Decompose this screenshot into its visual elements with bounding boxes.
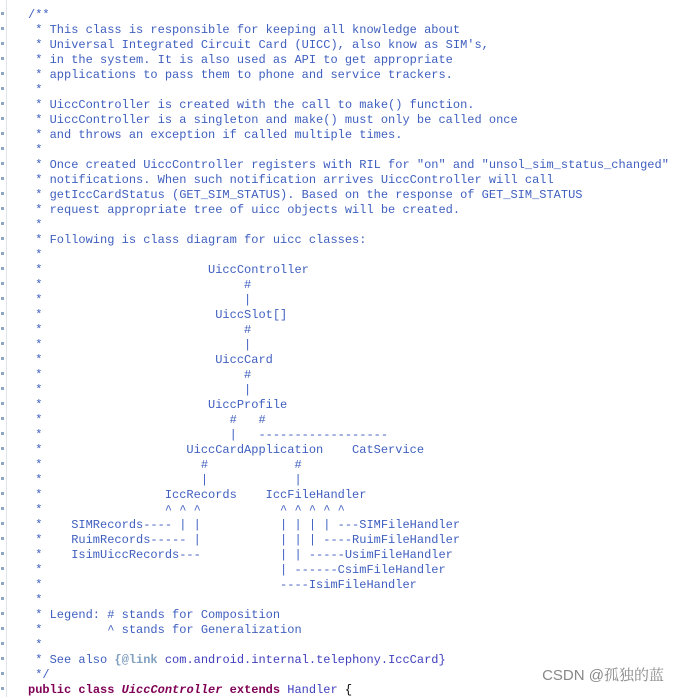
gutter-marker [1, 342, 4, 345]
gutter-marker [1, 387, 4, 390]
code-area[interactable] [28, 8, 669, 698]
gutter-marker [1, 582, 4, 585]
comment-line: * IccRecords IccFileHandler [28, 488, 367, 502]
gutter-marker [1, 537, 4, 540]
gutter-marker [1, 117, 4, 120]
comment-line: * # [28, 278, 252, 292]
gutter-marker [1, 552, 4, 555]
comment-line: * | ------CsimFileHandler [28, 563, 446, 577]
comment-line: * RuimRecords----- | | | | ----RuimFileHandler [28, 533, 461, 547]
gutter-marker [1, 432, 4, 435]
class-keyword: class [71, 683, 122, 697]
comment-line: /** [28, 8, 50, 22]
comment-end-line: */ [28, 668, 50, 682]
comment-line: * Legend: # stands for Composition [28, 608, 281, 622]
comment-line: * # [28, 368, 252, 382]
csdn-watermark: CSDN @孤独的蓝 [540, 664, 666, 685]
gutter-marker [1, 687, 4, 690]
comment-line: * ----IsimFileHandler [28, 578, 417, 592]
comment-line: * SIMRecords---- | | | | | | ---SIMFileHandler [28, 518, 461, 532]
gutter-marker [1, 42, 4, 45]
gutter-marker [1, 162, 4, 165]
gutter-marker [1, 567, 4, 570]
comment-line: * | [28, 383, 252, 397]
gutter-marker [1, 462, 4, 465]
gutter-marker [1, 612, 4, 615]
gutter-marker [1, 672, 4, 675]
comment-line: * request appropriate tree of uicc objects will be created. [28, 203, 461, 217]
gutter-marker [1, 192, 4, 195]
gutter-marker [1, 27, 4, 30]
comment-line: * notifications. When such notification arrives UiccController will call [28, 173, 554, 187]
gutter-marker [1, 642, 4, 645]
gutter-marker [1, 402, 4, 405]
comment-line: * [28, 143, 43, 157]
comment-line: * ^ ^ ^ ^ ^ ^ ^ ^ [28, 503, 345, 517]
comment-line: * # # [28, 458, 302, 472]
comment-line: * getIccCardStatus (GET_SIM_STATUS). Based on the response of GET_SIM_STATUS [28, 188, 583, 202]
open-brace: { [337, 683, 353, 697]
class-declaration [28, 683, 669, 698]
comment-line: * and throws an exception if called multiple times. [28, 128, 403, 142]
superclass-name[interactable]: Handler [287, 683, 338, 697]
comment-line: * in the system. It is also used as API to get appropriate [28, 53, 453, 67]
comment-line: * IsimUiccRecords--- | | -----UsimFileHandler [28, 548, 453, 562]
comment-line: * | [28, 338, 252, 352]
gutter-marker [1, 657, 4, 660]
comment-line: * | ------------------ [28, 428, 389, 442]
comment-line: * UiccCardApplication CatService [28, 443, 425, 457]
gutter-marker [1, 12, 4, 15]
comment-line: * | [28, 293, 252, 307]
class-name[interactable]: UiccController [121, 683, 223, 697]
comment-line: * ^ stands for Generalization [28, 623, 302, 637]
extends-keyword: extends [222, 683, 288, 697]
gutter-marker [1, 357, 4, 360]
comment-line: * UiccController is created with the call to make() function. [28, 98, 475, 112]
comment-line: * [28, 248, 43, 262]
gutter-marker [1, 522, 4, 525]
comment-line: * UiccSlot[] [28, 308, 288, 322]
gutter-marker [1, 102, 4, 105]
comment-line: * # [28, 323, 252, 337]
gutter-marker [1, 57, 4, 60]
gutter-marker [1, 297, 4, 300]
see-also-prefix: * See also [28, 653, 115, 667]
comment-line: * applications to pass them to phone and service trackers. [28, 68, 453, 82]
gutter-marker [1, 417, 4, 420]
comment-line: * UiccController [28, 263, 309, 277]
gutter-marker [1, 207, 4, 210]
editor-gutter [0, 0, 7, 697]
gutter-marker [1, 627, 4, 630]
gutter-marker [1, 72, 4, 75]
comment-line: * UiccController is a singleton and make() must only be called once [28, 113, 518, 127]
gutter-marker [1, 282, 4, 285]
comment-line: * [28, 83, 43, 97]
gutter-marker [1, 267, 4, 270]
javadoc-comment [28, 8, 669, 653]
comment-line: * Once created UiccController registers with RIL for "on" and "unsol_sim_status_changed" [28, 158, 669, 172]
comment-line: * Universal Integrated Circuit Card (UICC), also know as SIM's, [28, 38, 489, 52]
gutter-marker [1, 372, 4, 375]
gutter-marker [1, 252, 4, 255]
comment-line: * | | [28, 473, 302, 487]
comment-line: * # # [28, 413, 266, 427]
public-keyword: public [28, 683, 72, 697]
comment-line: * [28, 593, 43, 607]
gutter-marker [1, 507, 4, 510]
comment-line: * UiccProfile [28, 398, 288, 412]
comment-line: * [28, 218, 43, 232]
comment-line: * Following is class diagram for uicc classes: [28, 233, 367, 247]
comment-line: * [28, 638, 43, 652]
gutter-marker [1, 237, 4, 240]
gutter-marker [1, 492, 4, 495]
comment-line: * This class is responsible for keeping all knowledge about [28, 23, 461, 37]
gutter-marker [1, 132, 4, 135]
gutter-marker [1, 312, 4, 315]
link-tag: {@link [114, 653, 158, 667]
gutter-marker [1, 147, 4, 150]
gutter-marker [1, 447, 4, 450]
gutter-marker [1, 477, 4, 480]
gutter-marker [1, 177, 4, 180]
comment-line: * UiccCard [28, 353, 273, 367]
gutter-marker [1, 597, 4, 600]
gutter-marker [1, 87, 4, 90]
gutter-marker [1, 222, 4, 225]
gutter-marker [1, 327, 4, 330]
link-reference[interactable]: com.android.internal.telephony.IccCard} [157, 653, 446, 667]
